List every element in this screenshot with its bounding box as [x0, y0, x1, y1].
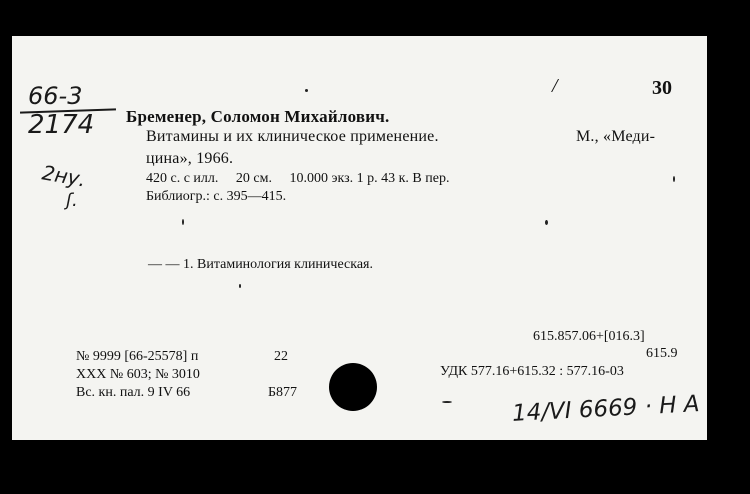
classification-1: 615.857.06+[016.3] — [533, 329, 645, 344]
shelfmark-bottom: 2174 — [28, 110, 95, 140]
record-line-3: Вс. кн. пал. 9 IV 66 — [76, 385, 191, 400]
classification-2: 615.9 — [646, 346, 678, 361]
bibliography-note: Библиогр.: с. 395—415. — [146, 189, 287, 204]
scan-speck — [182, 219, 184, 225]
title-line-2: цина», 1966. — [146, 150, 234, 167]
shelfmark-top: 66-3 — [28, 82, 83, 110]
handwritten-note-2: ʃ. — [66, 190, 78, 211]
slash-mark: / — [552, 75, 558, 97]
title-line-1: Витамины и их клиническое применение. — [146, 128, 439, 145]
record-line-1-count: 22 — [274, 349, 288, 364]
scan-speck — [673, 176, 675, 182]
scan-speck — [305, 89, 308, 92]
scan-speck — [545, 220, 548, 225]
record-line-2: XXX № 603; № 3010 — [76, 367, 200, 382]
author-heading: Бременер, Соломон Михайлович. — [126, 107, 390, 126]
page-number: 30 — [652, 77, 672, 99]
handwritten-note: 2ну. — [40, 160, 88, 192]
scan-speck — [239, 284, 241, 288]
subject-heading: — — 1. Витаминология клиническая. — [148, 257, 373, 272]
record-line-1-number: № 9999 [66-25578] п — [76, 349, 199, 364]
record-code: Б877 — [268, 385, 298, 400]
scan-speck — [442, 401, 452, 403]
handwritten-signature: 14/VI 6669 · Н А — [511, 391, 701, 427]
punched-hole — [329, 363, 377, 411]
publisher-line-1: М., «Меди- — [576, 128, 656, 145]
physical-description: 420 с. с илл. 20 см. 10.000 экз. 1 р. 43 к. В пер. — [146, 171, 450, 186]
udc-code: УДК 577.16+615.32 : 577.16-03 — [440, 364, 624, 379]
